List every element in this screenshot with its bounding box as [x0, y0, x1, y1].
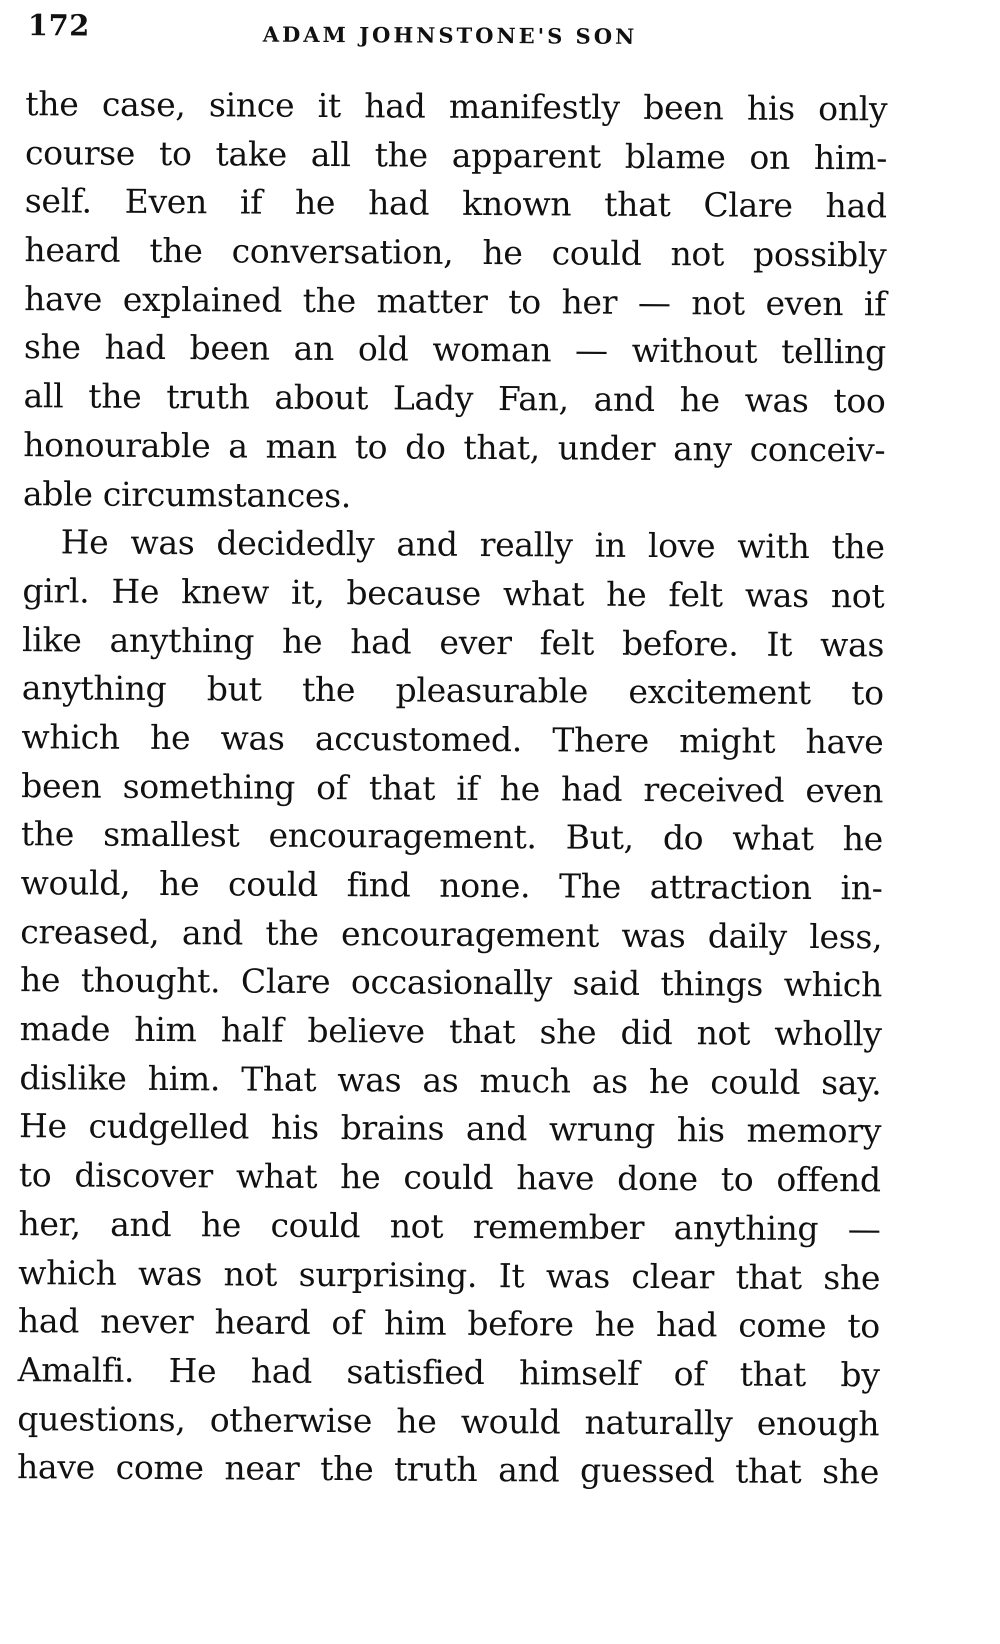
text-line: all the truth about Lady Fan, and he was too [23, 376, 886, 421]
text-line: the case, since it had manifestly been his only [25, 84, 888, 129]
running-title: ADAM JOHNSTONE'S SON [262, 21, 638, 49]
text-line: he thought. Clare occasionally said things which [19, 960, 883, 1005]
text-line: questions, otherwise he would naturally enough [17, 1398, 880, 1443]
text-line: she had been an old woman — without telling [23, 327, 886, 372]
text-line: He cudgelled his brains and wrung his memory [19, 1106, 882, 1151]
text-line: would, he could find none. The attraction in- [20, 863, 883, 908]
text-line: girl. He knew it, because what he felt was not [22, 571, 885, 616]
text-line: her, and he could not remember anything — [18, 1203, 881, 1249]
text-line: able circumstances. [22, 473, 352, 515]
text-line: anything but the pleasurable excitement to [21, 668, 884, 713]
text-line: heard the conversation, he could not possibly [24, 230, 887, 275]
text-line: honourable a man to do that, under any conceiv- [23, 424, 886, 470]
text-line: creased, and the encouragement was daily less, [20, 911, 883, 957]
text-line: dislike him. That was as much as he could say. [19, 1057, 882, 1103]
text-line: had never heard of him before he had come to [17, 1301, 881, 1346]
text-line: self. Even if he had known that Clare had [24, 181, 887, 226]
text-line: like anything he had ever felt before. It was [21, 619, 885, 664]
text-line: Amalfi. He had satisfied himself of that by [17, 1350, 880, 1395]
page-number: 172 [27, 8, 90, 43]
text-line: been something of that if he had received even [21, 765, 884, 811]
text-line: He was decidedly and really in love with the [60, 522, 885, 567]
text-line: the smallest encouragement. But, do what he [20, 814, 884, 859]
text-line: have come near the truth and guessed that she [16, 1447, 880, 1492]
page-header [28, 8, 928, 53]
body-text [17, 80, 888, 1497]
text-line: to discover what he could have done to offend [18, 1155, 881, 1200]
text-line: have explained the matter to her — not even if [24, 278, 887, 324]
text-line: which he was accustomed. There might have [21, 717, 884, 762]
text-line: which was not surprising. It was clear that she [18, 1252, 881, 1297]
text-line: made him half believe that she did not wholly [19, 1009, 882, 1054]
text-line: course to take all the apparent blame on him- [24, 132, 888, 178]
